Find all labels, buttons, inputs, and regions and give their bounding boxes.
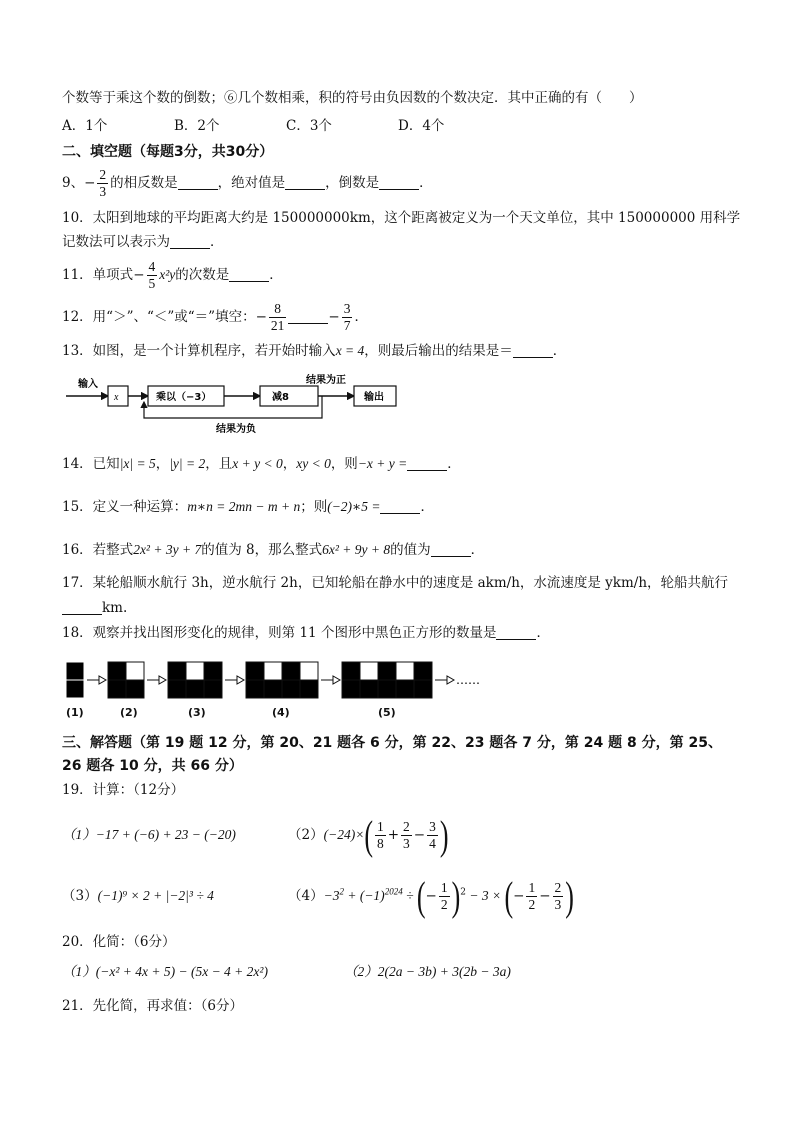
q9-blank-1[interactable]	[178, 174, 218, 190]
q10-blank[interactable]	[170, 233, 210, 249]
square-pattern-figure	[66, 658, 496, 722]
q9-blank-2[interactable]	[285, 174, 325, 190]
question-19-row2: （3）(−1)⁹ × 2 + |−2|³ ÷ 4 $(4)-3^2 + (-1)^{2024}$ ÷ (− $\frac{1}{2}$ )$^2$ − 3 × (− $\frac{1}{2}$ − $\frac{2}{3}$ )	[62, 872, 574, 919]
question-19-title: 19．计算：（12分）	[62, 782, 185, 798]
svg-text:乘以（−3）: 乘以（−3）	[156, 392, 212, 403]
svg-text:减8: 减8	[272, 392, 289, 403]
option-c: C．3个	[286, 118, 332, 134]
q11-fraction: $\frac{4}{5}$	[148, 259, 156, 291]
question-13: 13．如图，是一个计算机程序，若开始时输入x = 4，则最后输出的结果是＝ ．	[62, 343, 567, 359]
section3-title-line1: 三、解答题（第 19 题 12 分，第 20、21 题各 6 分，第 22、23 题各 7 分，第 24 题 8 分，第 25、	[62, 735, 722, 751]
option-d: D．4个	[398, 118, 445, 134]
question-21-title: 21．先化简，再求值：（6分）	[62, 998, 244, 1014]
question-16: 16．若整式2x² + 3y + 7的值为 8，那么整式6x² + 9y + 8的值为 ．	[62, 542, 485, 558]
question-15: 15．定义一种运算：m∗n = 2mn − m + n；则(−2)∗5 = ．	[62, 499, 434, 515]
question-14: 14．已知|x| = 5，|y| = 2，且x + y < 0，xy < 0，则−x + y = ．	[62, 456, 461, 472]
option-a: A．1个	[62, 118, 108, 134]
pattern-3	[168, 662, 222, 698]
svg-text:x: x	[114, 392, 119, 403]
q11-monomial: x²y	[159, 267, 176, 282]
flow-input-label: 输入	[78, 379, 98, 390]
q16-blank[interactable]	[431, 541, 471, 557]
q9-fraction: $\frac{2}{3}$	[99, 167, 107, 199]
q20-part1: （1）(−x² + 4x + 5) − (5x − 4 + 2x²)	[62, 964, 268, 979]
q20-part2: （2）2(2a − 3b) + 3(2b − 3a)	[344, 964, 511, 979]
svg-text:输出: 输出	[364, 392, 384, 403]
flow-positive-label: 结果为正	[306, 375, 346, 386]
q9-text: 的相反数是	[110, 175, 178, 191]
q19-part3: (−1)⁹ × 2 + |−2|³ ÷ 4	[97, 888, 214, 903]
option-b: B．2个	[174, 118, 220, 134]
pattern-label-3: (3)	[188, 706, 206, 719]
q9-blank-3[interactable]	[379, 174, 419, 190]
question-18: 18．观察并找出图形变化的规律，则第 11 个图形中黑色正方形的数量是 ．	[62, 625, 550, 641]
question-17-line1: 17．某轮船顺水航行 3h，逆水航行 2h，已知轮船在静水中的速度是 akm/h，水流速度是 ykm/h，轮船共航行	[62, 575, 729, 591]
intro-text: 个数等于乘这个数的倒数；⑥几个数相乘，积的符号由负因数的个数决定．其中正确的有（ ）	[62, 90, 643, 106]
flow-minus8-box	[260, 386, 318, 406]
pattern-5	[342, 662, 432, 698]
question-11: 11．单项式− $\frac{4}{5}$ x²y的次数是 ．	[62, 259, 283, 291]
pattern-ellipsis: ……	[456, 673, 480, 687]
q12-fraction-a: $\frac{8}{21}$	[270, 301, 285, 333]
question-10-line1: 10．太阳到地球的平均距离大约是 150000000km，这个距离被定义为一个天文单位，其中 150000000 用科学	[62, 210, 741, 226]
pattern-2	[108, 662, 144, 698]
question-20-row	[62, 962, 744, 982]
q9-number: 9、	[62, 175, 85, 191]
q19-part1: （1）−17 + (−6) + 23 − (−20)	[62, 827, 236, 842]
q11-blank[interactable]	[229, 266, 269, 282]
pattern-label-5: (5)	[378, 706, 396, 719]
question-17-line2: km.	[62, 598, 744, 618]
q12-fraction-b: $\frac{3}{7}$	[343, 301, 351, 333]
pattern-label-1: (1)	[66, 706, 84, 719]
program-flowchart	[66, 370, 426, 434]
pattern-1	[66, 662, 84, 698]
question-9: 9、− $\frac{2}{3}$ 的相反数是 ，绝对值是 ，倒数是 ．	[62, 167, 433, 199]
question-19-row1: （1）−17 + (−6) + 23 − (−20) （2）(−24)×( $\frac{1}{8}$ + $\frac{2}{3}$ − $\frac{3}{4}$ )	[62, 811, 449, 858]
question-12: 12．用“＞”、“＜”或“＝”填空：− $\frac{8}{21}$ − $\frac{3}{7}$ ．	[62, 301, 368, 333]
pattern-4	[246, 662, 318, 698]
section3-title-line2: 26 题各 10 分，共 66 分）	[62, 758, 243, 774]
pattern-label-4: (4)	[272, 706, 290, 719]
question-10-line2: 记数法可以表示为 ．	[62, 234, 224, 250]
flow-negative-label: 结果为负	[216, 424, 256, 434]
q18-blank[interactable]	[496, 624, 536, 640]
q13-blank[interactable]	[513, 342, 553, 358]
q19-part4: $-3^2 + (-1)^{2024}$ ÷	[323, 886, 417, 903]
options-row	[62, 116, 744, 136]
q9-minus: −	[84, 175, 96, 191]
q14-blank[interactable]	[407, 455, 447, 471]
pattern-label-2: (2)	[120, 706, 138, 719]
q12-blank[interactable]	[288, 308, 328, 324]
section2-title: 二、填空题（每题3分，共30分）	[62, 144, 274, 160]
question-20-title: 20．化简：（6分）	[62, 934, 176, 950]
q17-blank[interactable]	[62, 599, 102, 615]
q15-blank[interactable]	[380, 498, 420, 514]
